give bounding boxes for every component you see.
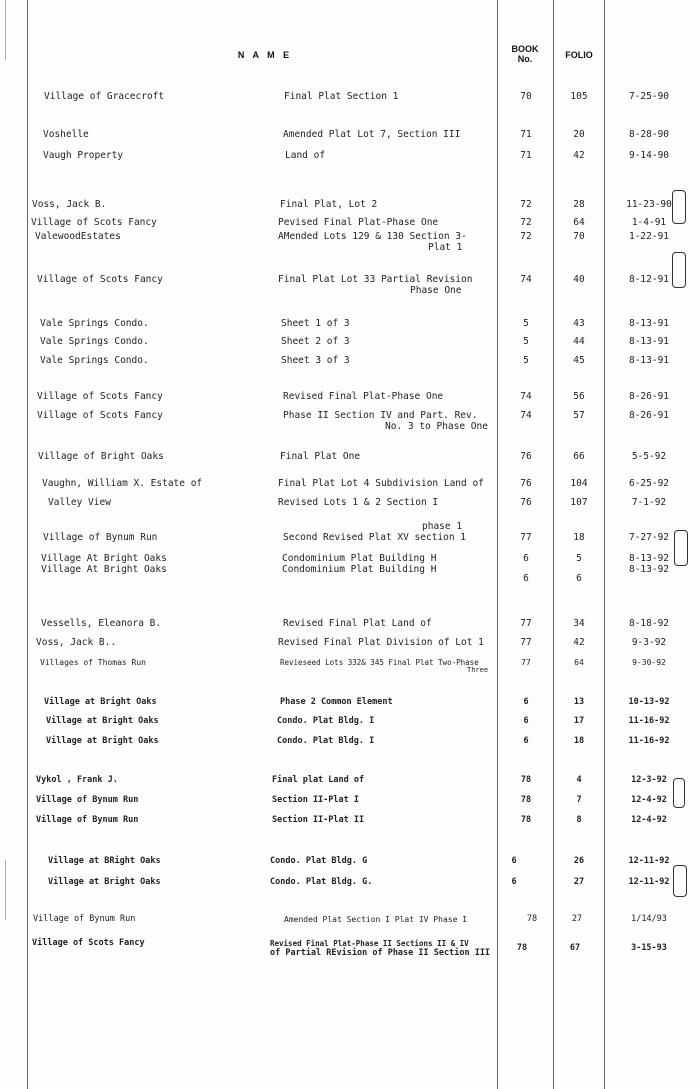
row-book: 77 [520,637,532,648]
margin-bracket-mark [673,865,687,897]
row-date: 8-13-91 [628,318,670,329]
row-description-continued: No. 3 to Phase One [385,421,488,432]
row-description: Condo. Plat Bldg. G. [270,877,373,887]
row-name: Vale Springs Condo. [40,318,149,329]
row-name: ValewoodEstates [35,231,121,242]
row-date: 12-11-92 [628,877,670,887]
row-name: Village of Gracecroft [44,91,165,102]
scan-edge-mark [5,860,6,920]
row-name: Voss, Jack B. [32,199,107,210]
row-description: Condo. Plat Bldg. I [277,736,375,746]
row-folio: 67 [569,943,581,953]
book-header-line1: BOOK [511,44,539,54]
row-folio: 64 [573,217,585,228]
row-folio: 6 [576,573,582,584]
row-date: 11-16-92 [628,736,670,746]
margin-bracket-mark [674,530,688,566]
row-date: 8-28-90 [628,129,670,140]
row-book: 74 [520,391,532,402]
row-date: 7-25-90 [628,91,670,102]
row-name: Village of Bynum Run [36,795,139,805]
row-name: Village at Bright Oaks [46,736,159,746]
row-date: 7-1-92 [631,497,667,508]
row-date: 8-13-92 [628,553,670,564]
scan-edge-mark [5,0,6,60]
row-folio: 45 [573,355,585,366]
row-book: 6 [511,856,517,866]
row-description: Final Plat, Lot 2 [280,199,378,210]
row-date: 8-13-91 [628,336,670,347]
row-description: Final Plat Section 1 [284,91,399,102]
row-name: Village of Bynum Run [33,914,136,924]
row-description: Revised Final Plat-Phase II Sections II & IV [270,939,469,948]
folio-column-header: FOLIO [565,50,593,60]
row-folio: 70 [573,231,585,242]
row-date: 8-26-91 [628,410,670,421]
row-folio: 42 [573,637,585,648]
row-date: 8-12-91 [628,274,670,285]
row-description: Final Plat Lot 4 Subdivision Land of [278,478,484,489]
row-description: Second Revised Plat XV section 1 [283,532,467,543]
row-book: 78 [520,815,532,825]
row-name: Vykol , Frank J. [36,775,118,785]
row-name: Village at Bright Oaks [46,716,159,726]
row-book: 6 [523,736,529,746]
row-book: 5 [523,336,529,347]
row-description: Condo. Plat Bldg. I [277,716,375,726]
row-name: Village At Bright Oaks [41,564,167,575]
row-book: 77 [520,618,532,629]
row-name: Village of Bynum Run [36,815,139,825]
row-folio: 42 [573,150,585,161]
row-description: Amended Plat Lot 7, Section III [283,129,461,140]
row-description: Pevised Final Plat-Phase One [278,217,439,228]
row-book: 6 [523,553,529,564]
row-description: Final Plat One [280,451,361,462]
row-name: Vaugh Property [43,150,124,161]
row-name: Village of Scots Fancy [37,391,163,402]
row-book: 5 [523,355,529,366]
row-folio: 18 [573,532,585,543]
row-description: Revised Final Plat-Phase One [283,391,444,402]
row-folio: 27 [571,914,583,924]
left-margin-line [27,0,28,1089]
row-name: Village of Scots Fancy [31,217,157,228]
row-book: 74 [520,410,532,421]
row-name: Voss, Jack B.. [36,637,117,648]
row-book: 76 [520,451,532,462]
row-folio: 105 [570,91,588,102]
folio-column-line [553,0,554,1089]
row-book: 78 [526,914,538,924]
row-book: 76 [520,478,532,489]
row-book: 6 [523,573,529,584]
row-date: 12-3-92 [631,775,667,785]
row-book: 72 [520,231,532,242]
row-folio: 44 [573,336,585,347]
row-name: Village of Bright Oaks [38,451,164,462]
row-folio: 57 [573,410,585,421]
row-date: 12-11-92 [628,856,670,866]
row-name: Vale Springs Condo. [40,355,149,366]
row-folio: 56 [573,391,585,402]
row-name: Village at BRight Oaks [48,856,161,866]
row-date: 7-27-92 [628,532,670,543]
row-folio: 26 [573,856,585,866]
row-name: Villages of Thomas Run [40,658,146,667]
row-description: AMended Lots 129 & 130 Section 3- [278,231,467,242]
row-name: Village of Bynum Run [43,532,158,543]
row-description: Condo. Plat Bldg. G [270,856,368,866]
row-description-continued: Plat 1 [428,242,463,253]
row-date: 8-13-91 [628,355,670,366]
row-folio: 43 [573,318,585,329]
row-description: Land of [285,150,326,161]
row-date: 8-26-91 [628,391,670,402]
row-name: Village At Bright Oaks [41,553,167,564]
row-description-continued: of Partial REvision of Phase II Section III [270,948,491,958]
row-description: Revised Final Plat Land of [283,618,432,629]
row-description: Section II-Plat I [272,795,359,805]
row-description: Sheet 3 of 3 [281,355,350,366]
row-description: Sheet 2 of 3 [281,336,350,347]
row-book: 74 [520,274,532,285]
row-book: 76 [520,497,532,508]
row-description-continued: Three [467,666,489,674]
row-description: Condominium Plat Building H [282,553,437,564]
row-description: Revised Final Plat Division of Lot 1 [278,637,484,648]
row-name: Voshelle [43,129,89,140]
row-book: 72 [520,199,532,210]
row-book: 5 [523,318,529,329]
row-book: 77 [521,658,531,667]
row-book: 71 [520,129,532,140]
row-name: Village of Scots Fancy [37,410,163,421]
row-folio: 66 [573,451,585,462]
row-date: 12-4-92 [631,815,667,825]
margin-bracket-mark [673,778,685,808]
row-description: Sheet 1 of 3 [281,318,350,329]
book-column-line [497,0,498,1089]
row-description: Revised Lots 1 & 2 Section I [278,497,439,508]
row-folio: 34 [573,618,585,629]
row-description: Final Plat Lot 33 Partial Revision [278,274,473,285]
row-folio: 5 [576,553,582,564]
row-book: 6 [523,716,529,726]
name-column-header: N A M E [237,50,293,60]
row-folio: 20 [573,129,585,140]
row-description: Condominium Plat Building H [282,564,437,575]
row-date: 8-18-92 [628,618,670,629]
row-date: 9-14-90 [628,150,670,161]
row-date: 9-3-92 [631,637,667,648]
row-date: 1-4-91 [631,217,667,228]
row-name: Village of Scots Fancy [37,274,163,285]
row-description: Phase II Section IV and Part. Rev. [283,410,478,421]
row-description-continued: Phase One [410,285,462,296]
row-name: Vessells, Eleanora B. [41,618,162,629]
row-date: 8-13-92 [628,564,670,575]
row-name: Village at Bright Oaks [48,877,161,887]
row-date: 6-25-92 [628,478,670,489]
row-folio: 28 [573,199,585,210]
row-description: Amended Plat Section I Plat IV Phase I [284,915,468,924]
row-folio: 104 [570,478,588,489]
row-date: 5-5-92 [631,451,667,462]
row-book: 78 [520,775,532,785]
row-name: Valley View [48,497,111,508]
date-column-line [604,0,605,1089]
row-date: 11-16-92 [628,716,670,726]
row-name: Vale Springs Condo. [40,336,149,347]
row-date: 3-15-93 [631,943,667,953]
row-date: 12-4-92 [631,795,667,805]
row-folio: 107 [570,497,588,508]
row-folio: 64 [574,658,584,667]
row-date: 9-30-92 [632,658,666,667]
row-description: Phase 2 Common Element [280,697,393,707]
row-description: Revieseed Lots 332& 345 Final Plat Two-Phase [280,658,479,667]
row-book: 78 [520,795,532,805]
row-book: 71 [520,150,532,161]
row-book: 6 [511,877,517,887]
row-name: Vaughn, William X. Estate of [42,478,203,489]
row-book: 6 [523,697,529,707]
row-date: 10-13-92 [628,697,670,707]
row-description: Section II-Plat II [272,815,365,825]
row-book: 70 [520,91,532,102]
book-column-header [500,44,550,64]
book-header-line2: No. [517,54,533,64]
row-date: 11-23-90 [626,199,672,210]
row-date: 1/14/93 [631,914,667,924]
row-folio: 4 [576,775,582,785]
row-book: 78 [516,943,528,953]
row-description-above: phase 1 [422,521,463,532]
margin-bracket-mark [672,252,686,288]
row-book: 72 [520,217,532,228]
row-folio: 8 [576,815,582,825]
row-name: Village at Bright Oaks [44,697,157,707]
row-book: 77 [520,532,532,543]
row-folio: 18 [573,736,585,746]
row-folio: 13 [573,697,585,707]
row-folio: 27 [573,877,585,887]
row-description: Final plat Land of [272,775,365,785]
row-folio: 40 [573,274,585,285]
row-folio: 17 [573,716,585,726]
row-folio: 7 [576,795,582,805]
margin-bracket-mark [672,190,686,224]
row-name: Village of Scots Fancy [32,938,145,948]
row-date: 1-22-91 [628,231,670,242]
